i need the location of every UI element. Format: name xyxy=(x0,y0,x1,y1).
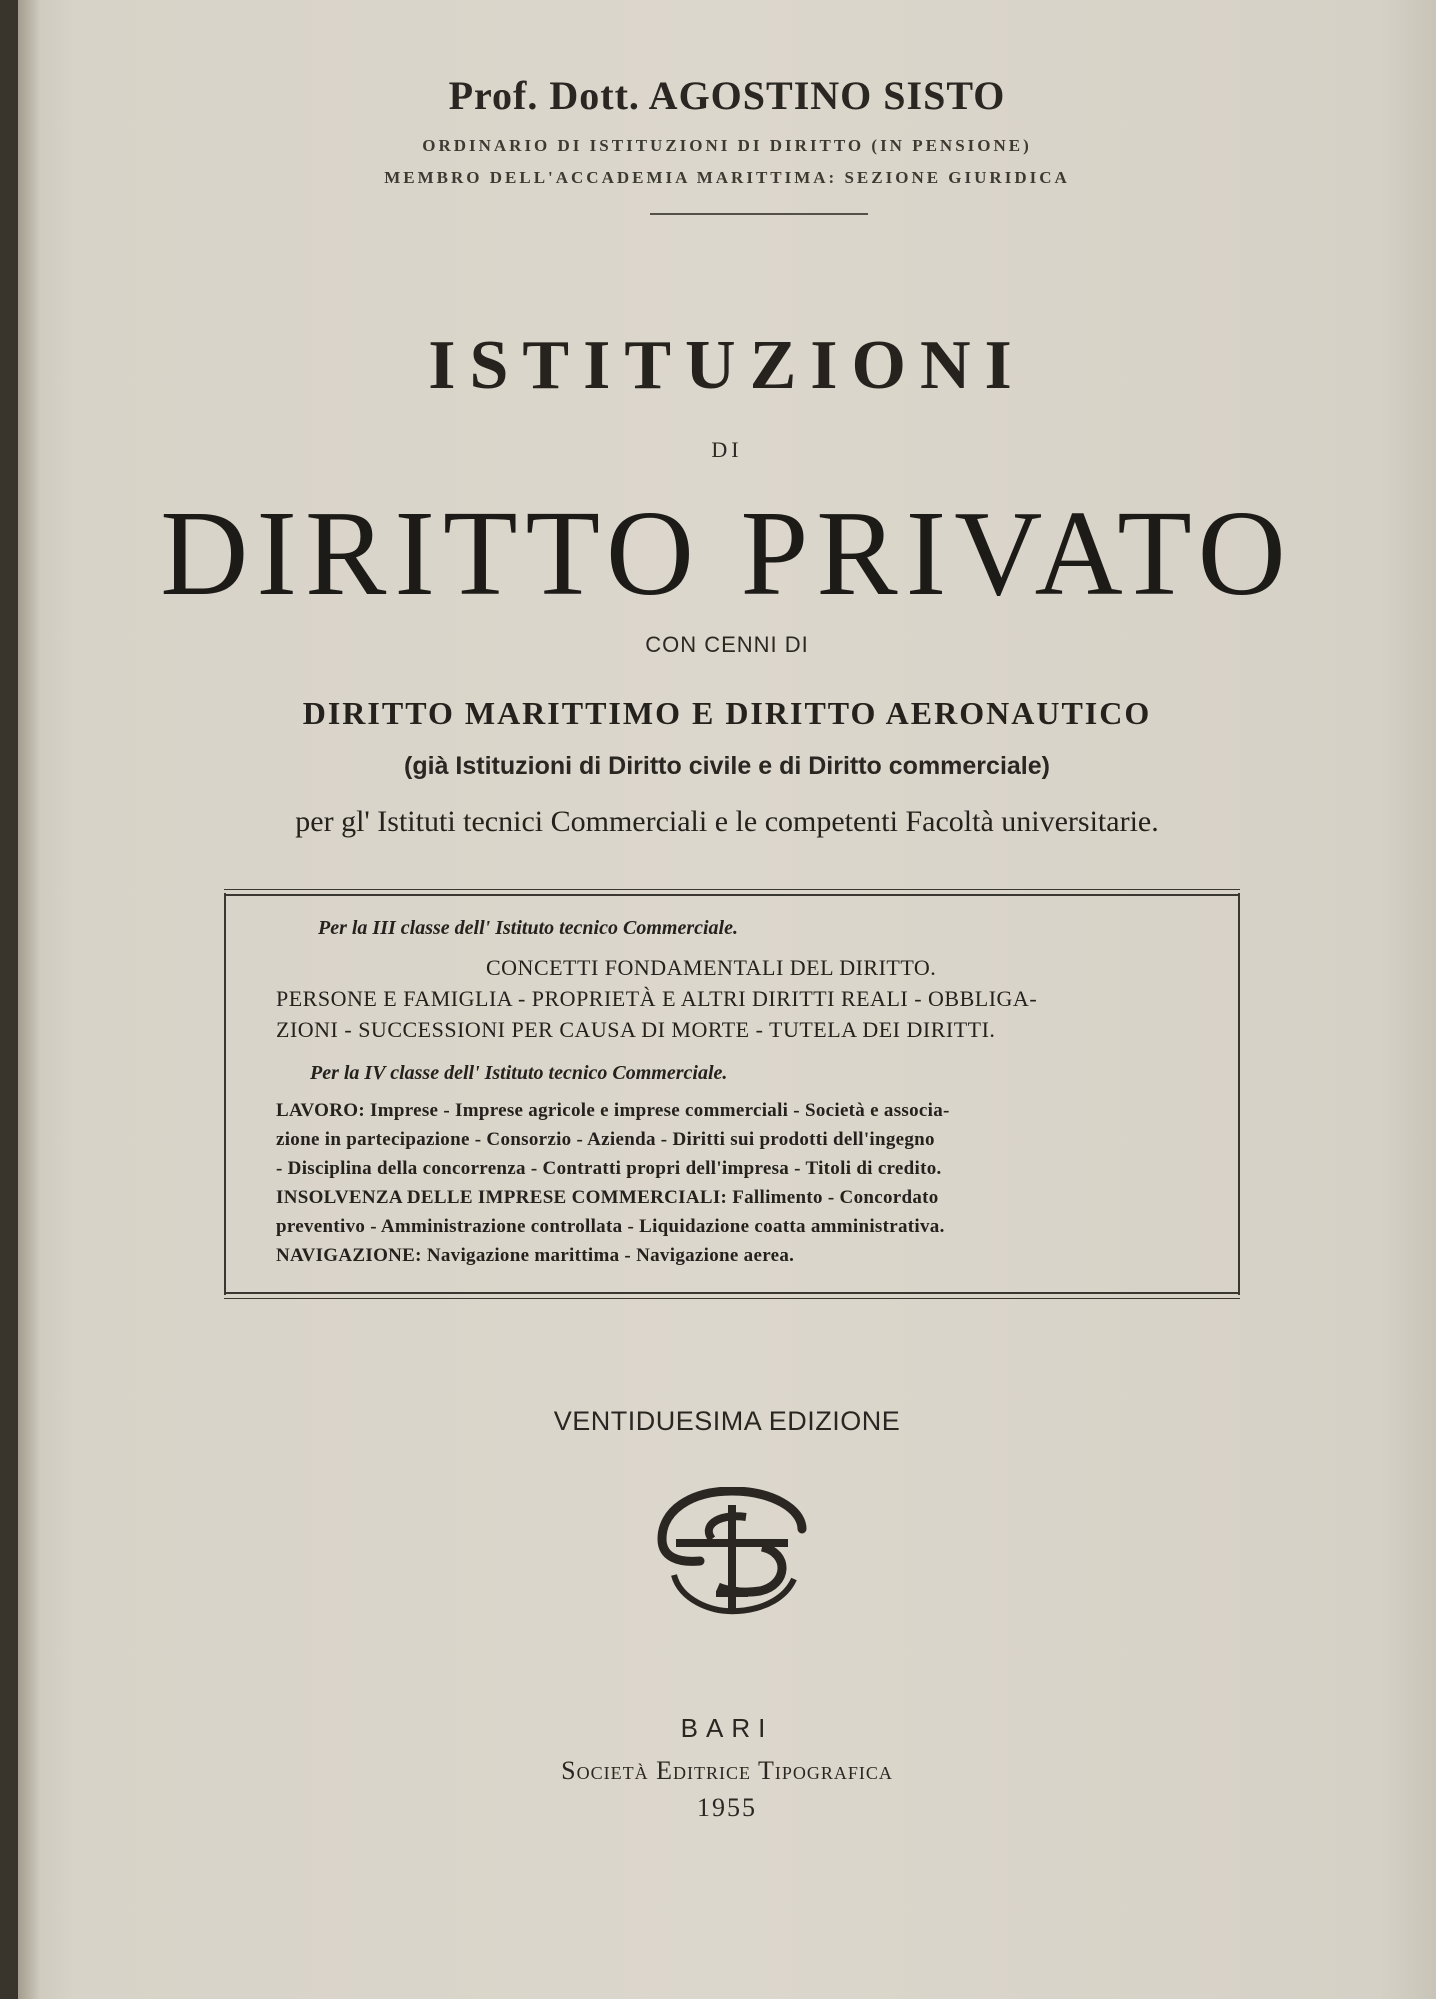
class4-line: preventivo - Amministrazione controllata - Liquidazione coatta amministrativa. xyxy=(276,1216,945,1237)
class3-heading: Per la III classe dell' Istituto tecnico Commerciale. xyxy=(318,917,738,939)
syllabus-box xyxy=(224,893,1240,1295)
divider xyxy=(650,213,868,215)
subtitle-formerly: (già Istituzioni di Diritto civile e di Diritto commerciale) xyxy=(404,752,1050,780)
publisher-logo-icon xyxy=(654,1487,810,1617)
title-line-1: ISTITUZIONI xyxy=(428,327,1026,404)
author-name: Prof. Dott. AGOSTINO SISTO xyxy=(448,73,1006,118)
class3-line-3: ZIONI - SUCCESSIONI PER CAUSA DI MORTE - TUTELA DEI DIRITTI. xyxy=(276,1017,996,1042)
imprint-city: BARI xyxy=(680,1713,774,1743)
imprint-year: 1955 xyxy=(697,1793,757,1822)
main-title: DIRITTO PRIVATO xyxy=(160,486,1294,621)
class4-heading: Per la IV classe dell' Istituto tecnico Commerciale. xyxy=(310,1062,728,1084)
subtitle-cenni: CON CENNI DI xyxy=(645,632,809,657)
imprint-publisher: Società Editrice Tipografica xyxy=(561,1756,893,1785)
class4-line: - Disciplina della concorrenza - Contratti propri dell'impresa - Titoli di credito. xyxy=(276,1158,942,1179)
class4-line: zione in partecipazione - Consorzio - Azienda - Diritti sui prodotti dell'ingegno xyxy=(276,1129,935,1150)
subtitle-fields: DIRITTO MARITTIMO E DIRITTO AERONAUTICO xyxy=(302,695,1152,731)
edition: VENTIDUESIMA EDIZIONE xyxy=(553,1406,901,1436)
class3-line-2: PERSONE E FAMIGLIA - PROPRIETÀ E ALTRI DIRITTI REALI - OBBLIGA- xyxy=(276,986,1038,1011)
author-role-2: MEMBRO DELL'ACCADEMIA MARITTIMA: SEZIONE GIURIDICA xyxy=(384,168,1070,187)
title-line-2: DI xyxy=(711,437,743,462)
class4-line: LAVORO: Imprese - Imprese agricole e imprese commerciali - Società e associa- xyxy=(276,1100,950,1121)
author-role-1: ORDINARIO DI ISTITUZIONI DI DIRITTO (IN PENSIONE) xyxy=(422,136,1032,155)
class4-line: INSOLVENZA DELLE IMPRESE COMMERCIALI: Fallimento - Concordato xyxy=(276,1187,939,1208)
class4-line: NAVIGAZIONE: Navigazione marittima - Navigazione aerea. xyxy=(276,1245,795,1266)
subtitle-audience: per gl' Istituti tecnici Commerciali e le competenti Facoltà universitarie. xyxy=(295,805,1159,838)
class3-line-1: CONCETTI FONDAMENTALI DEL DIRITTO. xyxy=(486,955,937,980)
title-page xyxy=(18,0,1436,1999)
